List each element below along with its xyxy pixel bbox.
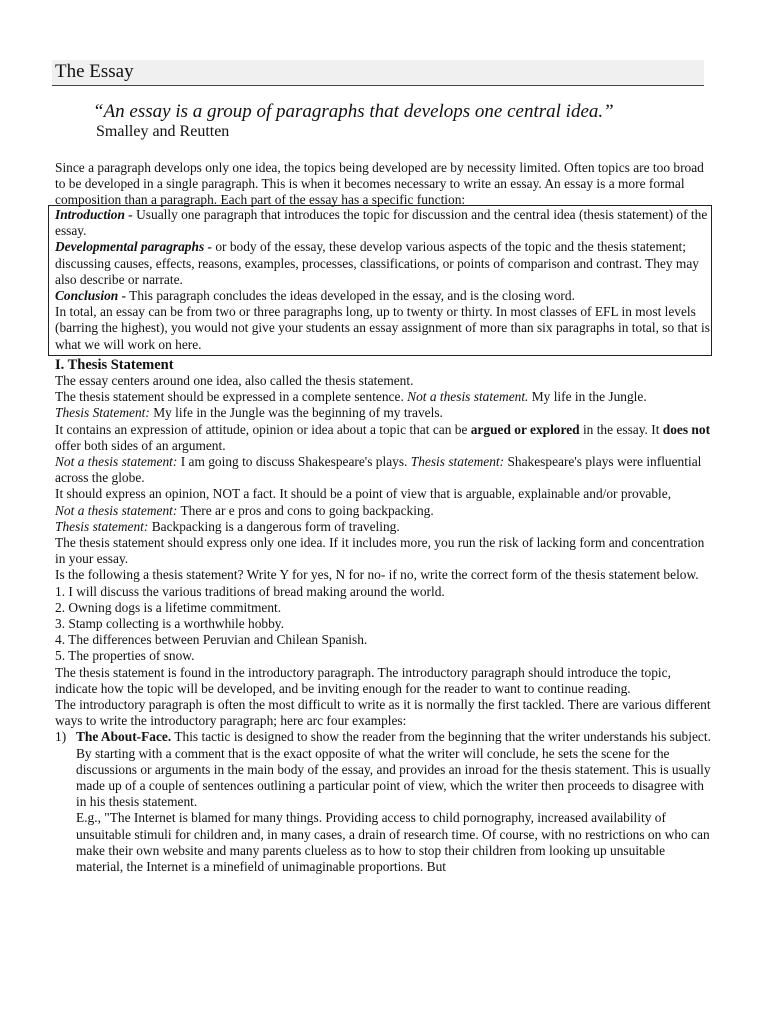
thesis-line: Thesis Statement: My life in the Jungle was the beginning of my travels. <box>55 405 443 421</box>
intro-methods-list <box>55 729 715 875</box>
thesis-line: The essay centers around one idea, also called the thesis statement. <box>55 373 414 388</box>
exercise-item: 4. The differences between Peruvian and Chilean Spanish. <box>55 632 368 648</box>
thesis-line: Not a thesis statement: There ar e pros and cons to going backpacking. <box>55 502 434 518</box>
developmental-definition <box>55 239 715 288</box>
exercise-item: 5. The properties of snow. <box>55 648 195 664</box>
exercise-item: 2. Owning dogs is a lifetime commitment. <box>55 599 282 615</box>
exercise-item: 3. Stamp collecting is a worthwhile hobby. <box>55 616 284 632</box>
developmental-label: Developmental paragraphs - <box>55 239 212 255</box>
essay-length-note: In total, an essay can be from two or three paragraphs long, up to twenty or thirty. In most classes of EFL in most levels (barring the highest), you would not give your students an essay assignment of more than six paragraphs in total, so that is what we will work on here. <box>55 304 710 352</box>
essay-parts-content <box>55 207 715 353</box>
method-number: 1) <box>55 729 67 745</box>
introduction-text: Usually one paragraph that introduces the topic for discussion and the central idea (thesis statement) of the essay. <box>55 207 708 239</box>
method-item <box>55 729 715 875</box>
thesis-line: Thesis statement: Backpacking is a dangerous form of traveling. <box>55 518 400 534</box>
developmental-text: or body of the essay, these develop various aspects of the topic and the thesis statement; discussing causes, effects, reasons, examples, processes, classifications, or points of comparison and contrast. They may also describe or narrate. <box>55 239 699 287</box>
method-example: E.g., "The Internet is blamed for many things. Providing access to child pornography, increased availability of unsuitable stimuli for children and, in many cases, a drain of research time. Of course, with no restrictions on who can make their own website and many parents clueless as to how to stop their children from looking up unsuitable material, the Internet is a minefield of unimaginable proportions. But <box>76 810 710 875</box>
exercise-instructions: Is the following a thesis statement? Write Y for yes, N for no- if no, write the correct form of the thesis statement below. <box>55 567 699 583</box>
thesis-line: Not a thesis statement: I am going to discuss Shakespeare's plays. Thesis statement: Shakespeare's plays were influential across the globe. <box>55 454 702 486</box>
conclusion-definition <box>55 288 715 304</box>
introduction-label: Introduction - <box>55 207 133 222</box>
intro-text: Since a paragraph develops only one idea, the topics being developed are by necessity limited. Often topics are too broad to be developed in a single paragraph. This is when it becomes necessary to write an essay. An essay is a more formal composition than a paragraph. Each part of the essay has a specific function: <box>55 160 704 208</box>
conclusion-text: This paragraph concludes the ideas developed in the essay, and is the closing word. <box>126 288 575 304</box>
epigraph-quote: “An essay is a group of paragraphs that develops one central idea.” <box>93 101 614 122</box>
thesis-line: The thesis statement should express only one idea. If it includes more, you run the risk of lacking form and concentration in your essay. <box>55 535 705 567</box>
thesis-line: It should express an opinion, NOT a fact. It should be a point of view that is arguable, explainable and/or provable, <box>55 486 672 502</box>
thesis-line: The thesis statement is found in the introductory paragraph. The introductory paragraph should introduce the topic, indicate how the topic will be developed, and be inviting enough for the reader to want to continue reading. <box>55 664 671 696</box>
thesis-section <box>55 357 715 875</box>
section-heading: I. Thesis Statement <box>55 357 174 373</box>
conclusion-label: Conclusion - <box>55 288 127 304</box>
title-bar <box>52 60 704 86</box>
method-title: The About-Face. <box>76 729 172 745</box>
thesis-line: The introductory paragraph is often the most difficult to write as it is normally the first tackled. There are various different ways to write the introductory paragraph; here arc four examples: <box>55 697 711 729</box>
method-description: The About-Face. This tactic is designed to show the reader from the beginning that the writer understands his subject. By starting with a comment that is the exact opposite of what the writer will conclude, he sets the scene for the discussions or arguments in the main body of the essay, and provides an inroad for the thesis statement. This is usually made up of a couple of sentences outlining a particular point of view, which the writer then proceeds to disagree with in his thesis statement. <box>76 729 711 810</box>
exercise-item: 1. I will discuss the various traditions of bread making around the world. <box>55 583 445 599</box>
intro-paragraph <box>55 160 715 209</box>
document-title: The Essay <box>55 61 134 82</box>
thesis-line: It contains an expression of attitude, opinion or idea about a topic that can be argued or explored in the essay. It does not offer both sides of an argument. <box>55 421 711 453</box>
epigraph-attribution: Smalley and Reutten <box>96 123 230 140</box>
introduction-definition <box>55 207 715 239</box>
thesis-line: The thesis statement should be expressed in a complete sentence. Not a thesis statement. My life in the Jungle. <box>55 389 647 405</box>
